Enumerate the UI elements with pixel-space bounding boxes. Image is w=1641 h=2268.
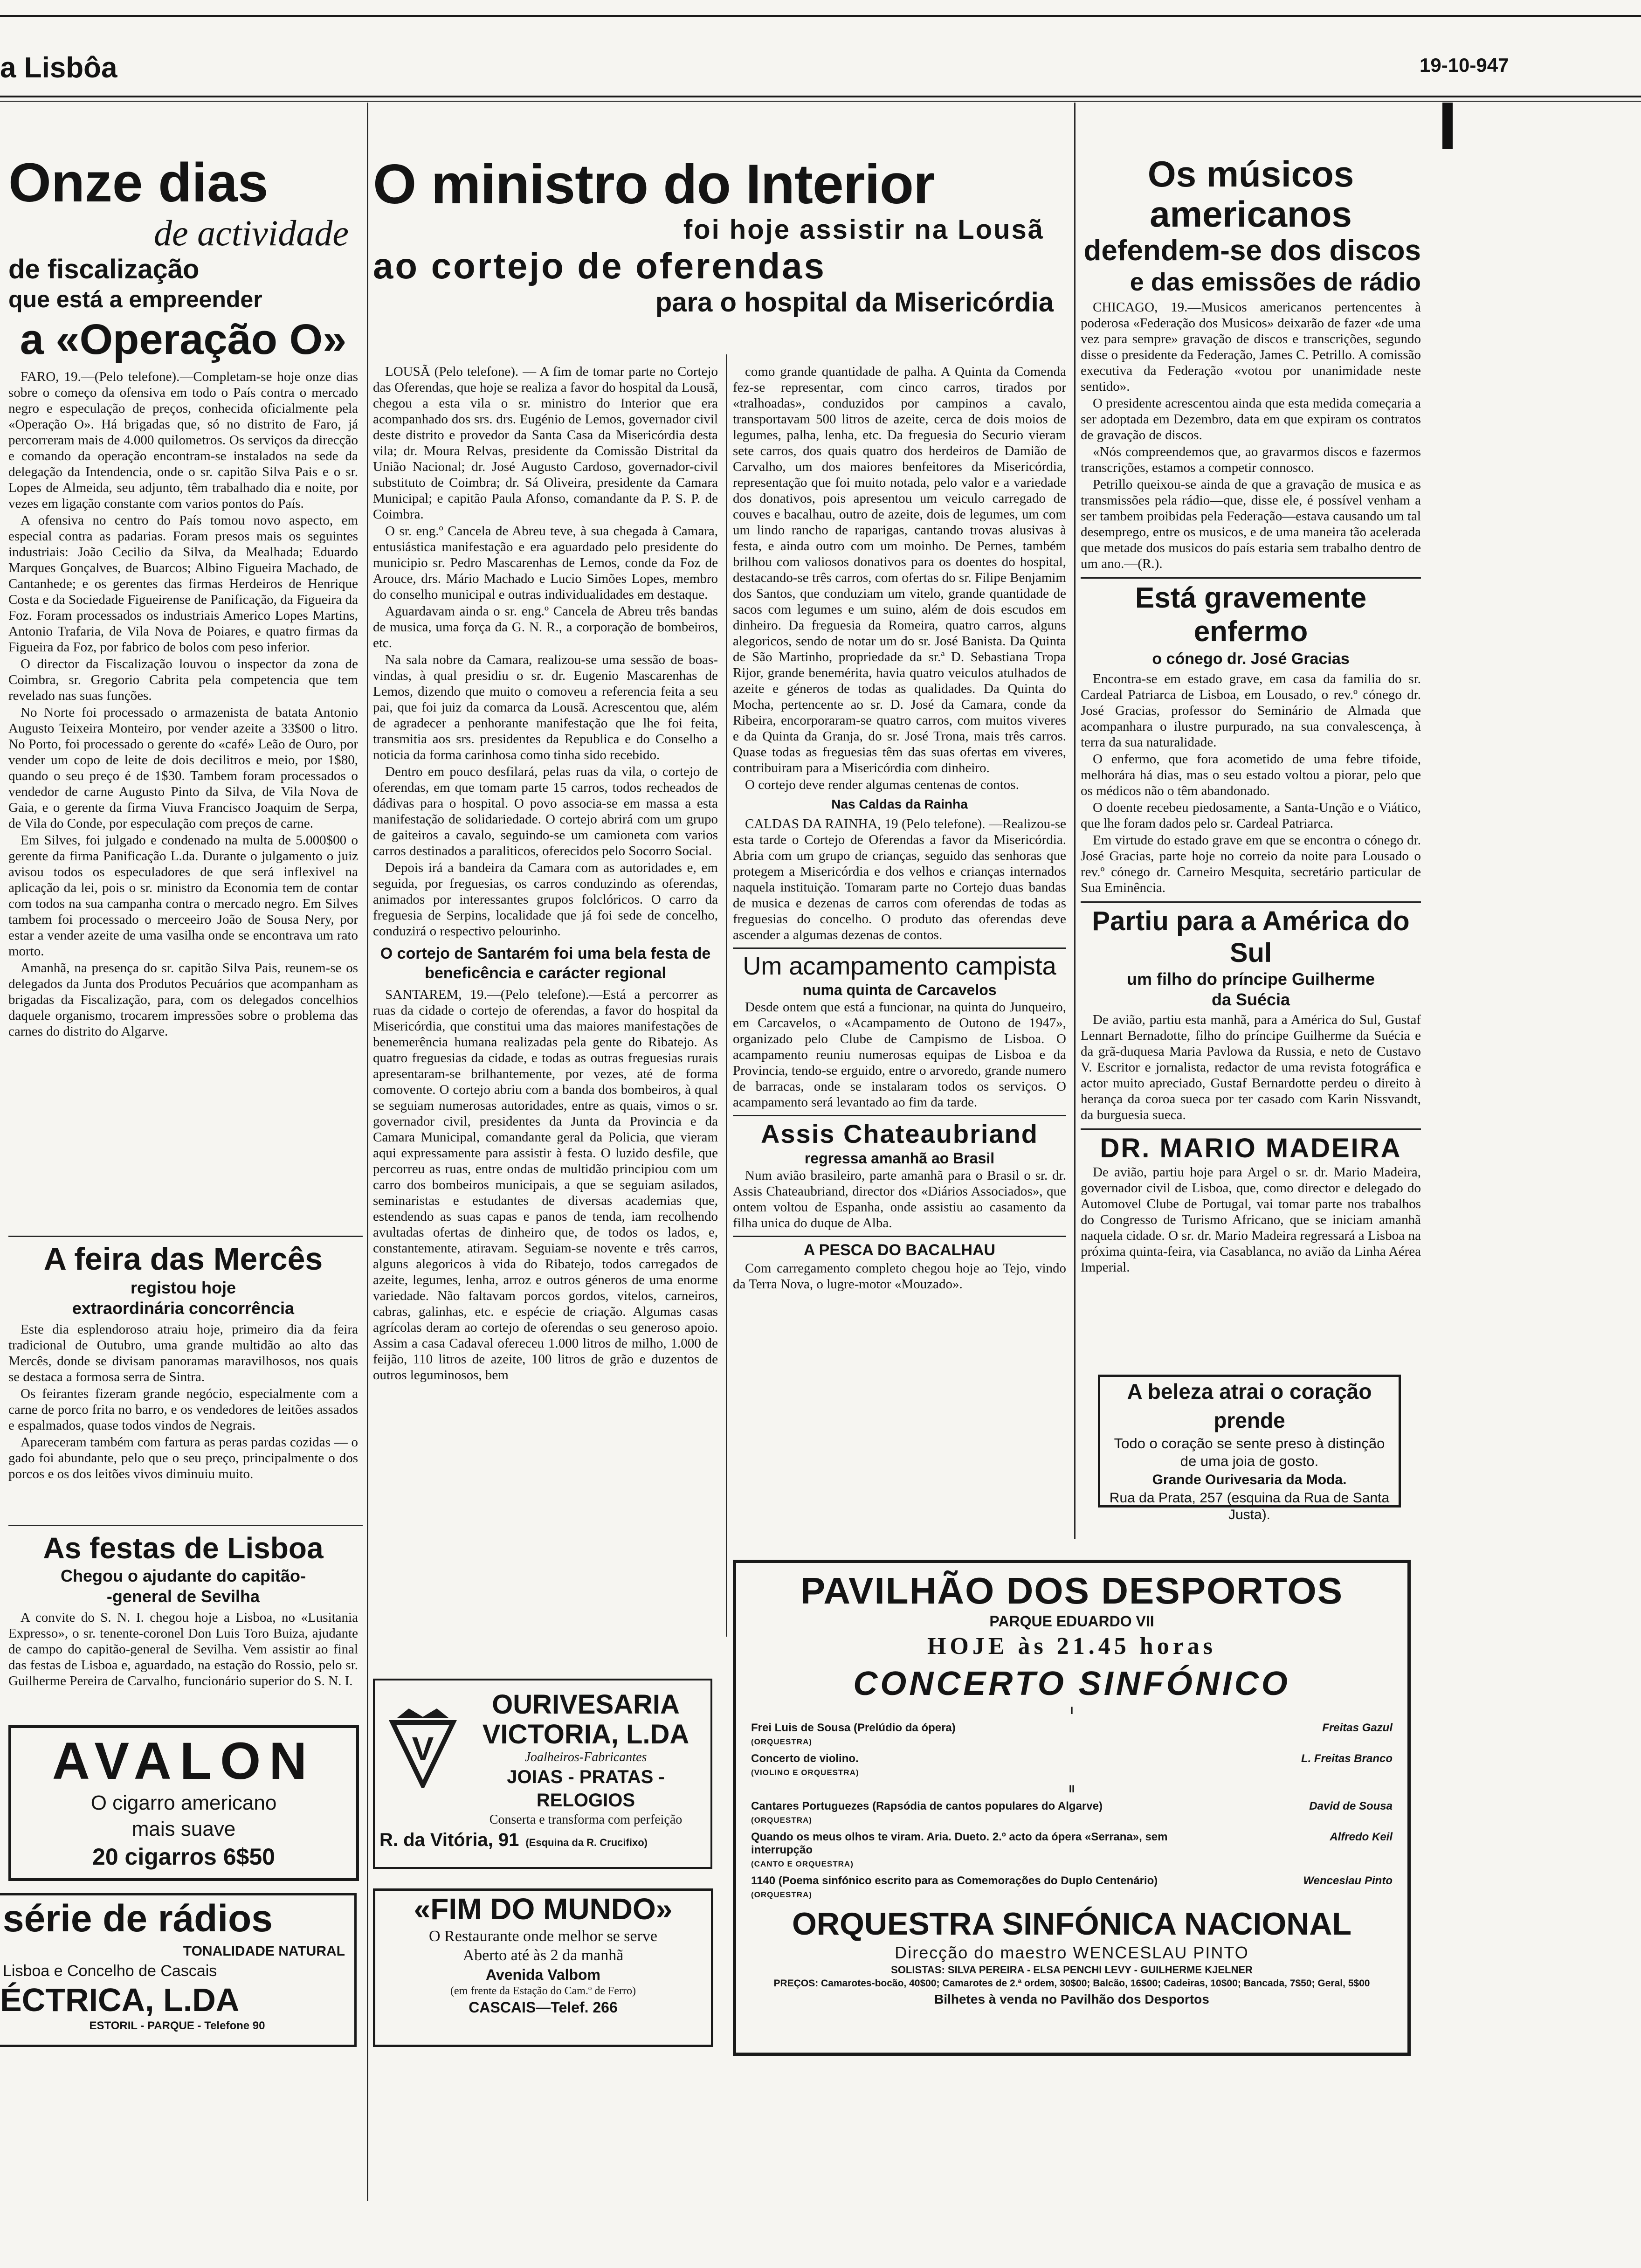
paragraph: Com carregamento completo chegou hoje ao Tejo, vindo da Terra Nova, o lugre-motor «Mouzado». [733, 1261, 1066, 1292]
santarem-title: O cortejo de Santarém foi uma bela festa de beneficência e carácter regional [380, 945, 711, 982]
pavilhao-solistas: SOLISTAS: SILVA PEREIRA - ELSA PENCHI LEVY - GUILHERME KJELNER [891, 1964, 1253, 1976]
program-item [751, 1800, 1393, 1826]
program-note: (ORQUESTRA) [751, 1816, 812, 1825]
paragraph: Em virtude do estado grave em que se encontra o cónego dr. José Gracias, parte hoje no correio da noite para Lousado o rev.º cónego dr. Carneiro Mesquita, secretário particular de Sua Eminência. [1081, 833, 1421, 895]
program-composer: David de Sousa [1309, 1800, 1393, 1812]
program-work: Frei Luis de Sousa (Prelúdio da ópera) [751, 1722, 956, 1734]
caldas-title: Nas Caldas da Rainha [831, 797, 968, 811]
program-composer: Wenceslau Pinto [1303, 1874, 1393, 1887]
paragraph: No Norte foi processado o armazenista de batata Antonio Augusto Teixeira Monteiro, por vender azeite a 33$00 o litro. No Porto, foi processado o gerente do «café» Leão de Ouro, por vender um copo de leite de dois decilitros e meio, por 1$80, quando o seu preço é de 1$30. Tambem foram processados o vendedor de carne Augusto Pinto da Silva, de Vila Nova de Gaia, e o gerente da firma Viuva Francisco Joaquim de Serpa, de Vila do Conde, por especulação com preços de carne. [8, 705, 358, 831]
paragraph: SANTAREM, 19.—(Pelo telefone).—Está a percorrer as ruas da cidade o cortejo de oferendas, a favor do hospital da Misericórdia, que constitui uma das maiores manifestações de benemerência humana realizadas pela gente do Ribatejo. As quatro freguesias da cidade, e todas as outras freguesias rurais apresentaram-se brilhantemente, por vezes, até de forma comovente. O cortejo abriu com a banda dos bombeiros, à qual se seguiam numerosas autoridades, entre as quais, vimos o sr. governador civil, presidentes da Junta da Provincia e da Camara Municipal, comandante geral da Policia, que vieram aqui expressamente para assistir à festa. O luzido desfile, que percorreu as ruas, entre ondas de multidão principiou com um carro dos bombeiros municipais, a que se seguiam asilados, seminaristas e estudantes de diversas academias que, estendendo as suas capas e panos de tenda, iam recolhendo avultadas ofertas de dinheiro que, de todos os lados, e, constantemente, atiravam. Seguiam-se novente e três carros, alguns alegoricos à vida do Ribatejo, todos carregados de azeite, legumes, lenha, arroz e outros géneros de uma enorme variedade. Não faltavam porcos gordos, vitelos, carneiros, cabras, galinhas, etc. e espécie de criação. Algumas casas agrícolas deram ao cortejo de oferendas o seu generoso apoio. Assim a casa Cadaval ofereceu 1.000 litros de milho, 1.000 de feijão, 110 litros de azeite, 100 litros de grão e duzentos de outros leguminosos, bem [373, 987, 718, 1383]
paragraph: Depois irá a bandeira da Camara com as autoridades e, em seguida, por freguesias, os carros conduzindo as oferendas, animados por interessantes grupos folclóricos. O carro da freguesia de Serpins, localidade que já foi sede de concelho, conduzirá o respectivo pelourinho. [373, 860, 718, 939]
program-item [751, 1874, 1393, 1901]
festas-article [8, 1530, 358, 1690]
ourivesaria-logo [388, 1708, 458, 1788]
ourivesaria-l3: Joalheiros-Fabricantes [524, 1750, 647, 1764]
assis-sub: regressa amanhã ao Brasil [804, 1150, 995, 1167]
paragraph: Apareceram também com fartura as peras pardas cozidas — o gado foi abundante, pelo que o seu preço, principalmente o dos porcos e os dos leitões vivos diminuiu muito. [8, 1435, 358, 1481]
beleza-ad [1098, 1375, 1401, 1522]
paragraph: FARO, 19.—(Pelo telefone).—Completam-se hoje onze dias sobre o começo da ofensiva em todo o País contra o mercado negro e especulação de preços, conhecida oficialmente pela «Operação O». Há brigadas que, só no distrito de Faro, já percorreram mais de 4.000 quilometros. Os serviços da direcção e comando da operação encontram-se instalados na sede da delegação da Intendencia, onde o sr. capitão Silva Pais e o sr. Lopes de Almeida, seu adjunto, têm trabalhado dia e noite, por vezes em ligação constante com varios pontos do País. [8, 369, 358, 511]
feira-sub2: extraordinária concorrência [72, 1299, 295, 1318]
center-col-b [733, 364, 1066, 1293]
center-h3: ao cortejo de oferendas [373, 245, 826, 286]
program-note: (ORQUESTRA) [751, 1890, 812, 1899]
fim-l4: (em frente da Estação do Cam.º de Ferro) [450, 1985, 636, 1997]
program-composer: Freitas Gazul [1322, 1722, 1393, 1734]
program-item [751, 1722, 1393, 1748]
pesca-title: A PESCA DO BACALHAU [803, 1241, 996, 1259]
musicos-h3: e das emissões de rádio [1130, 268, 1421, 296]
fim-l5: CASCAIS—Telef. 266 [469, 1999, 618, 2016]
pavilhao-hoje: HOJE às 21.45 horas [927, 1633, 1217, 1660]
paragraph: CALDAS DA RAINHA, 19 (Pelo telefone). —Realizou-se esta tarde o Cortejo de Oferendas a favor da Misericórdia. Abria com um grupo de crianças, seguido das senhoras que protegem a Misericórdia e dos velhos e crianças internados naquela instituição. Tomaram parte no Cortejo duas bandas de musica e dezenas de carros com oferendas de todas as freguesias do concelho. O produto das oferendas deve ascender a algumas dezenas de contos. [733, 816, 1066, 942]
program-item [751, 1752, 1393, 1778]
festas-sub2: -general de Sevilha [106, 1587, 260, 1606]
column-rule-2 [726, 354, 727, 1637]
radios-addr: ESTORIL - PARQUE - Telefone 90 [89, 2019, 265, 2032]
ourivesaria-l7: (Esquina da R. Crucifixo) [525, 1837, 648, 1848]
enfermo-sub: o cónego dr. José Gracias [1152, 650, 1350, 668]
center-h1: O ministro do Interior [373, 153, 935, 215]
program-item [751, 1831, 1393, 1870]
onze-body [8, 369, 358, 1039]
program-work: Quando os meus olhos te viram. Aria. Dueto. 2.º acto da ópera «Serrana», sem interrupção [751, 1831, 1168, 1856]
paragraph: Petrillo queixou-se ainda de que a gravação de musica e as transmissões pela rádio—que, disse ele, é possível venham a ser tambem proibidas pela Federação—estava causando um tal desemprego, entre os musicos, e de uma maneira tão acelerada que metade dos musicos do país estaria sem trabalho dentro de um ano.—(R.). [1081, 477, 1421, 571]
ourivesaria-l6: R. da Vitória, 91 [379, 1830, 519, 1850]
onze-h5: a «Operação O» [20, 316, 347, 363]
ourivesaria-l4: JOIAS - PRATAS - RELOGIOS [507, 1767, 665, 1811]
radios-firm: ÉCTRICA, L.DA [0, 1982, 240, 2018]
masthead-date: 19-10-947 [1420, 54, 1509, 76]
column-rule-3 [1074, 103, 1076, 1539]
paragraph: Amanhã, na presença do sr. capitão Silva Pais, reunem-se os delegados da Junta dos Produtos Pecuários que acompanham as brigadas da Fiscalização, para, com os delegados concelhios daquele organismo, trocarem impressões sobre o problema das carnes do distrito do Algarve. [8, 961, 358, 1039]
masthead-title: a Lisbôa [0, 52, 117, 84]
paragraph: Na sala nobre da Camara, realizou-se uma sessão de boas-vindas, à qual presidiu o sr. dr. Eugenio Mascarenhas de Lemos, dizendo que muito o comoveu a referencia feita a seu pai, que foi juiz da comarca da Lousã. Acrescentou que, além de agradecer a penhorante manifestação que lhe foi feita, transmitia aos srs. presidentes da Republica e do Conselho a noticia da forma carinhosa como tinha sido recebido. [373, 652, 718, 762]
acamp-sub: numa quinta de Carcavelos [802, 982, 997, 998]
program-work: Cantares Portuguezes (Rapsódia de cantos populares do Algarve) [751, 1800, 1103, 1812]
fim-title: «FIM DO MUNDO» [414, 1892, 673, 1926]
ourivesaria-ad [373, 1679, 712, 1869]
paragraph: Encontra-se em estado grave, em casa da familia do sr. Cardeal Patriarca de Lisboa, em Lousado, o rev.º cónego dr. José Gracias, professor do Seminário de Almada que acompanhara o ilustre purpurado, na sua convalescença, à terra da sua naturalidade. [1081, 671, 1421, 750]
fim-do-mundo-ad [373, 1888, 713, 2047]
radios-title: série de rádios [3, 1897, 273, 1940]
avalon-line3: 20 cigarros 6$50 [92, 1844, 275, 1870]
program-note: (ORQUESTRA) [751, 1737, 812, 1746]
paragraph: LOUSÃ (Pelo telefone). — A fim de tomar parte no Cortejo das Oferendas, que hoje se realiza a favor do hospital da Lousã, chegou a esta vila o sr. ministro do Interior que era acompanhado dos srs. drs. Eugénio de Lemos, governador civil deste distrito e provedor da Santa Casa da Misericórdia desta vila; dr. Moura Relvas, presidente da Comissão Distrital da União Nacional; dr. José Augusto Cardoso, governador-civil substituto de Coimbra; dr. Sá Oliveira, presidente da Camara Municipal; e capitão Paula Afonso, comandante da P. S. P. de Coimbra. [373, 364, 718, 522]
partiu-sub1: um filho do príncipe Guilherme [1126, 969, 1375, 989]
pavilhao-concerto: CONCERTO SINFÓNICO [853, 1665, 1290, 1702]
pavilhao-precos: PREÇOS: Camarotes-bocão, 40$00; Camarotes de 2.ª ordem, 30$00; Balcão, 16$00; Cadeiras, 10$00; Bancada, 7$50; Geral, 5$00 [773, 1978, 1370, 1989]
paragraph: O sr. eng.º Cancela de Abreu teve, à sua chegada à Camara, entusiástica manifestação e era aguardado pelo presidente do municipio sr. Pedro Mascarenhas de Lemos, conde da Foz de Arouce, drs. Mário Machado e Lucio Simões Lopes, membro do conselho municipal e outras individualidades em destaque. [373, 524, 718, 602]
onze-h3: de fiscalização [8, 254, 200, 284]
radios-tag: TONALIDADE NATURAL [183, 1943, 345, 1959]
col1 [8, 154, 358, 1040]
pavilhao-dir: Direcção do maestro WENCESLAU PINTO [895, 1943, 1249, 1962]
paragraph: O director da Fiscalização louvou o inspector da zona de Coimbra, sr. Gregorio Cabrita pela competencia que tem revelado nas suas funções. [8, 657, 358, 703]
festas-title: As festas de Lisboa [43, 1531, 324, 1565]
paragraph: Desde ontem que está a funcionar, na quinta do Junqueiro, em Carcavelos, o «Acampamento de Outono de 1947», organizado pelo Clube de Campismo de Lisboa. O acampamento reuniu numerosas equipas de Lisboa e da Provincia, tendo-se erguido, entre o arvoredo, grande numero de barracas, onde se instalaram todos os serviços. O acampamento será levantado ao fim da tarde. [733, 1000, 1066, 1110]
ourivesaria-l1: OURIVESARIA [492, 1689, 680, 1720]
beleza-l3: Rua da Prata, 257 (esquina da Rua de Santa Justa). [1109, 1490, 1390, 1522]
paragraph: Os feirantes fizeram grande negócio, especialmente com a carne de porco frita no barro, e os vendedores de leitões assados e espalmados, quase todos vindos de Negrais. [8, 1386, 358, 1433]
paragraph: Este dia esplendoroso atraiu hoje, primeiro dia da feira tradicional de Outubro, uma grande multidão ao alto das Mercês, donde se divisam panoramas maravilhosos, nos quais se destaca a formosa serra de Sintra. [8, 1322, 358, 1384]
feira-sub1: registou hoje [130, 1278, 236, 1297]
program-work: 1140 (Poema sinfónico escrito para as Comemorações do Duplo Centenário) [751, 1874, 1158, 1887]
pavilhao-part1: I [1070, 1705, 1074, 1716]
partiu-title: Partiu para a América do Sul [1092, 906, 1410, 968]
fim-l3: Avenida Valbom [486, 1966, 600, 1983]
center-h4: para o hospital da Misericórdia [655, 287, 1054, 318]
onze-h2: de actividade [154, 213, 349, 253]
center-h2: foi hoje assistir na Lousã [683, 214, 1044, 245]
musicos-h2: defendem-se dos discos [1083, 235, 1421, 267]
paragraph: como grande quantidade de palha. A Quinta da Comenda fez-se representar, com cinco carros, tirados por «tralhoadas», conduzidos por campinos a cavalo, transportavam 500 litros de azeite, cerca de dois moios de legumes, palha, lenha, etc. Da freguesia do Securio vieram sete carros, dos quais quatro dos herdeiros de Damião de Carvalho, um dos maiores benfeitores da Misericórdia, representação que foi muito notada, pelo valor e a variedade dos donativos, pois apresentou um veiculo carregado de couves e bacalhau, outro de azeite, dois de legumes, um com um lindo rancho de raparigas, cantando trovas alusivas à festa, e ainda outro com um moinho. De Pernes, também brilhou com valiosos donativos para os doentes do hospital, destacando-se três carros, com ofertas do sr. Filipe Benjamim dos Santos, que conduziam um vitelo, grande quantidade de sacos com legumes e um suino, além de dois escudos em dinheiro. Da freguesia da Romeira, quatro carros, alguns alegoricos, sendo de notar um do sr. José Banista. Da Quinta de São Martinho, propriedade da sr.ª D. Sebastiana Tropa Rijor, grande benemérita, havia quatro veiculos atulhados de azeite e géneros de todas as qualidades. Da Quinta do Mocha, pertencente ao sr. D. José da Camara, conde da Ribeira, encorporaram-se quatro carros, com muitos viveres e da Quinta da Granja, do sr. José Trona, mais três carros. Quase todas as freguesias têm das suas ofertas em viveres, contribuiram para a Misericórdia com dinheiro. [733, 364, 1066, 775]
avalon-line2: mais suave [131, 1818, 236, 1840]
program-work: Concerto de violino. [751, 1752, 859, 1765]
paragraph: «Nós compreendemos que, ao gravarmos discos e fazermos transcrições, estamos a competir connosco. [1081, 444, 1421, 475]
partiu-sub2: da Suécia [1211, 990, 1290, 1009]
center-head [373, 154, 1063, 319]
program-composer: Alfredo Keil [1330, 1831, 1393, 1843]
paragraph: O presidente acrescentou ainda que esta medida começaria a ser adoptada em Dezembro, data em que expiram os contratos de gravação de discos. [1081, 396, 1421, 443]
pavilhao-ad [733, 1560, 1411, 2056]
paragraph: Dentro em pouco desfilará, pelas ruas da vila, o cortejo de oferendas, em que tomam parte 15 carros, todos recheados de dádivas para o hospital. O povo associa-se em massa a esta manifestação de solidariedade. O cortejo abrirá com um grupo de gaiteiros a cavalo, seguindo-se um camioneta com varios carros destinados a paraliticos, oferecidos pelo Socorro Social. [373, 764, 718, 858]
ourivesaria-l5: Conserta e transforma com perfeição [489, 1812, 683, 1827]
paragraph: O doente recebeu piedosamente, a Santa-Unção e o Viático, que lhe foram dados pelo sr. Cardeal Patriarca. [1081, 800, 1421, 831]
right-col [1081, 154, 1421, 1276]
paragraph: Num avião brasileiro, parte amanhã para o Brasil o sr. dr. Assis Chateaubriand, director dos «Diários Associados», que ontem voltou de Espanha, onde assistiu ao casamento da filha unica do duque de Alba. [733, 1168, 1066, 1231]
paragraph: O enfermo, que fora acometido de uma febre tifoide, melhorára há dias, mas o seu estado voltou a piorar, pelo que os médicos não o têm abandonado. [1081, 752, 1421, 798]
enfermo-title: Está gravemente enfermo [1135, 582, 1367, 648]
beleza-l2: Grande Ourivesaria da Moda. [1152, 1472, 1347, 1487]
avalon-brand: AVALON [52, 1732, 316, 1790]
avalon-ad [8, 1725, 359, 1881]
pavilhao-part2: II [1069, 1783, 1075, 1795]
feira-title: A feira das Mercês [43, 1241, 323, 1277]
fim-l1: O Restaurante onde melhor se serve [429, 1928, 657, 1945]
beleza-l1: Todo o coração se sente preso à distinção de uma joia de gosto. [1114, 1435, 1385, 1469]
pavilhao-title: PAVILHÃO DOS DESPORTOS [800, 1570, 1344, 1611]
beleza-title: A beleza atrai o coração prende [1127, 1379, 1372, 1432]
program-note: (VIOLINO E ORQUESTRA) [751, 1768, 859, 1777]
festas-sub1: Chegou o ajudante do capitão- [60, 1566, 306, 1585]
avalon-line1: O cigarro americano [90, 1791, 277, 1814]
pavilhao-orq: ORQUESTRA SINFÓNICA NACIONAL [792, 1906, 1352, 1942]
madeira-title: DR. MARIO MADEIRA [1100, 1133, 1402, 1163]
pavilhao-bilhetes: Bilhetes à venda no Pavilhão dos Desportos [934, 1992, 1209, 2006]
pavilhao-sub: PARQUE EDUARDO VII [989, 1613, 1154, 1630]
paragraph: O cortejo deve render algumas centenas de contos. [745, 777, 1019, 792]
ourivesaria-l2: VICTORIA, L.DA [482, 1719, 689, 1749]
center-col-a [373, 364, 718, 1384]
onze-h1: Onze dias [8, 152, 269, 214]
radios-line1: Lisboa e Concelho de Cascais [3, 1962, 217, 1980]
paragraph: A ofensiva no centro do País tomou novo aspecto, em especial contra as padarias. Foram presos mais os seguintes industriais: João Cecilio da Silva, da Mealhada; Eduardo Marques Gonçalves, de Buarcos; Albino Figueira Machado, de Cantanhede; e os gerentes das firmas Herdeiros de Henrique Costa e da Sociedade Figueirense de Panificação, da Figueira da Foz. Foram processados os industriais Americo Lopes Martins, Antonio Trafaria, de Vila Nova de Poiares, e quatro firmas da Figueira da Foz, por fabrico de bolos com peso inferior. [8, 513, 358, 655]
crown-shield-icon [388, 1708, 458, 1788]
paragraph: Aguardavam ainda o sr. eng.º Cancela de Abreu três bandas de musica, uma força da G. N. R., a corporação de bombeiros, etc. [373, 604, 718, 650]
paragraph: CHICAGO, 19.—Musicos americanos pertencentes à poderosa «Federação dos Musicos» deixarão de fazer «de uma vez para sempre» gravação de discos e transcrições, segundo disse o presidente da Federação, James C. Petrillo. A comissão executiva da Federação «votou por unanimidade neste sentido». [1081, 300, 1421, 394]
acamp-title: Um acampamento campista [743, 952, 1056, 980]
paragraph: Em Silves, foi julgado e condenado na multa de 5.000$00 o gerente da firma Panificação L.da. Durante o julgamento o juiz avisou todos os especuladores de que será inflexivel na aplicação da lei, pois o sr. ministro da Economia tem de contar com todos na sua campanha contra o mercado negro. Em Silves tambem foi processado o merceeiro João de Sousa Nery, por estar a vender azeite de uma vasilha onde se encontrava um rato morto. [8, 833, 358, 959]
column-rule-1 [367, 103, 368, 2201]
musicos-h1: Os músicos americanos [1147, 153, 1354, 235]
paragraph: De avião, partiu esta manhã, para a América do Sul, Gustaf Lennart Bernadotte, filho do príncipe Guilherme da Suécia e da grã-duquesa Maria Pavlowa da Russia, e neto de Custavo V. Escritor e jornalista, redactor de uma revista fotográfica e actor muito apreciado, Gustaf Bernardotte perdeu o direito à herança da coroa sueca por ter casado com Karin Nissvandt, da burguesia sueca. [1081, 1012, 1421, 1122]
assis-title: Assis Chateaubriand [760, 1119, 1039, 1148]
paragraph: De avião, partiu hoje para Argel o sr. dr. Mario Madeira, governador civil de Lisboa, que, como director e delegado do Automovel Clube de Portugal, vai tomar parte nos trabalhos do Congresso de Turismo Africano, que se iniciam amanhã naquela cidade. O sr. dr. Mario Madeira regressará a Lisboa na próxima quinta-feira, via Casablanca, no avião da Linha Aérea Imperial. [1081, 1165, 1421, 1275]
fim-l2: Aberto até às 2 da manhã [462, 1947, 624, 1964]
onze-h4: que está a empreender [8, 286, 262, 312]
paragraph: A convite do S. N. I. chegou hoje a Lisboa, no «Lusitania Expresso», o sr. tenente-coronel Don Luis Toro Buiza, ajudante de campo do capitão-general de Sevilha. Vem assistir ao final das festas de Lisboa e, aguardado, na estação do Rossio, pelo sr. Guilherme Pereira de Carvalho, funcionário superior do S. N. I. [8, 1610, 358, 1688]
program-note: (CANTO E ORQUESTRA) [751, 1860, 854, 1868]
ourivesaria-logo-letter: V [412, 1730, 434, 1767]
program-composer: L. Freitas Branco [1301, 1752, 1393, 1765]
feira-article [8, 1240, 358, 1483]
radios-ad [0, 1893, 357, 2047]
